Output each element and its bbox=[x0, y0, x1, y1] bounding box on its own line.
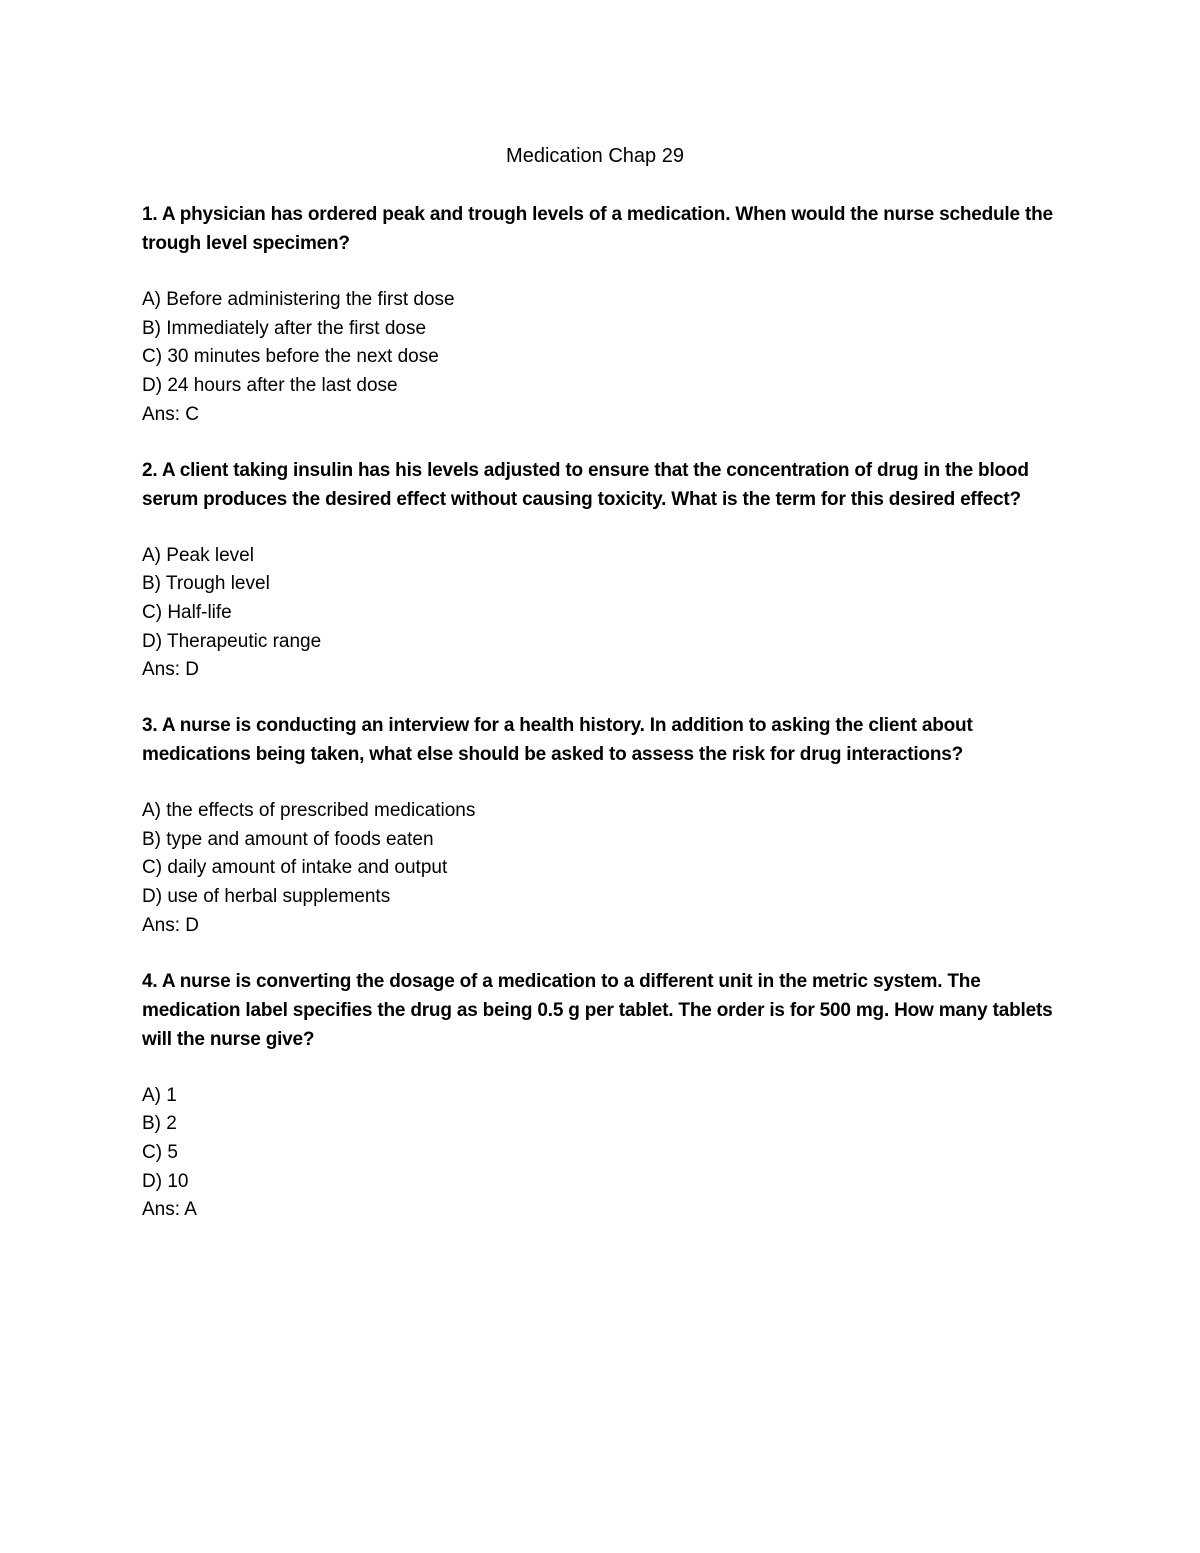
question-1 bbox=[142, 200, 1072, 430]
document-page bbox=[142, 140, 1072, 1251]
question-stem: 4. A nurse is converting the dosage of a medication to a different unit in the metric system. The medication label specifies the drug as being 0.5 g per tablet. The order is for 500 mg. How many tablets will the nurse give? bbox=[142, 970, 1053, 1050]
choice-a: A) Before administering the first dose bbox=[142, 289, 455, 310]
choice-c: C) daily amount of intake and output bbox=[142, 857, 448, 879]
question-3 bbox=[142, 711, 1072, 941]
choice-list bbox=[142, 797, 1072, 912]
question-stem: 1. A physician has ordered peak and trough levels of a medication. When would the nurse schedule the trough level specimen? bbox=[142, 204, 1053, 254]
answer-key: Ans: A bbox=[142, 1199, 197, 1221]
choice-list bbox=[142, 1082, 1072, 1197]
choice-b: B) Immediately after the first dose bbox=[142, 317, 427, 339]
answer-key: Ans: C bbox=[142, 403, 200, 425]
question-2 bbox=[142, 456, 1072, 686]
choice-a: A) Peak level bbox=[142, 544, 254, 566]
choice-d: D) Therapeutic range bbox=[142, 630, 322, 652]
page-title: Medication Chap 29 bbox=[506, 145, 684, 167]
choice-b: B) type and amount of foods eaten bbox=[142, 828, 434, 850]
choice-c: C) 30 minutes before the next dose bbox=[142, 346, 439, 368]
answer-key: Ans: D bbox=[142, 659, 200, 681]
question-stem: 3. A nurse is conducting an interview for a health history. In addition to asking the client about medications being taken, what else should be asked to assess the risk for drug interactions? bbox=[142, 715, 973, 766]
choice-list bbox=[142, 286, 1072, 401]
choice-a: A) the effects of prescribed medications bbox=[142, 800, 476, 822]
choice-c: C) 5 bbox=[142, 1141, 178, 1163]
choice-b: B) Trough level bbox=[142, 573, 270, 595]
question-4 bbox=[142, 967, 1072, 1226]
choice-d: D) 24 hours after the last dose bbox=[142, 375, 398, 397]
answer-key: Ans: D bbox=[142, 914, 200, 936]
choice-list bbox=[142, 542, 1072, 657]
choice-b: B) 2 bbox=[142, 1113, 177, 1135]
choice-d: D) use of herbal supplements bbox=[142, 886, 391, 908]
question-stem: 2. A client taking insulin has his levels adjusted to ensure that the concentration of drug in the blood serum produces the desired effect without causing toxicity. What is the term for this desired effect? bbox=[142, 459, 1029, 510]
choice-a: A) 1 bbox=[142, 1084, 177, 1106]
choice-d: D) 10 bbox=[142, 1170, 189, 1192]
choice-c: C) Half-life bbox=[142, 601, 232, 623]
